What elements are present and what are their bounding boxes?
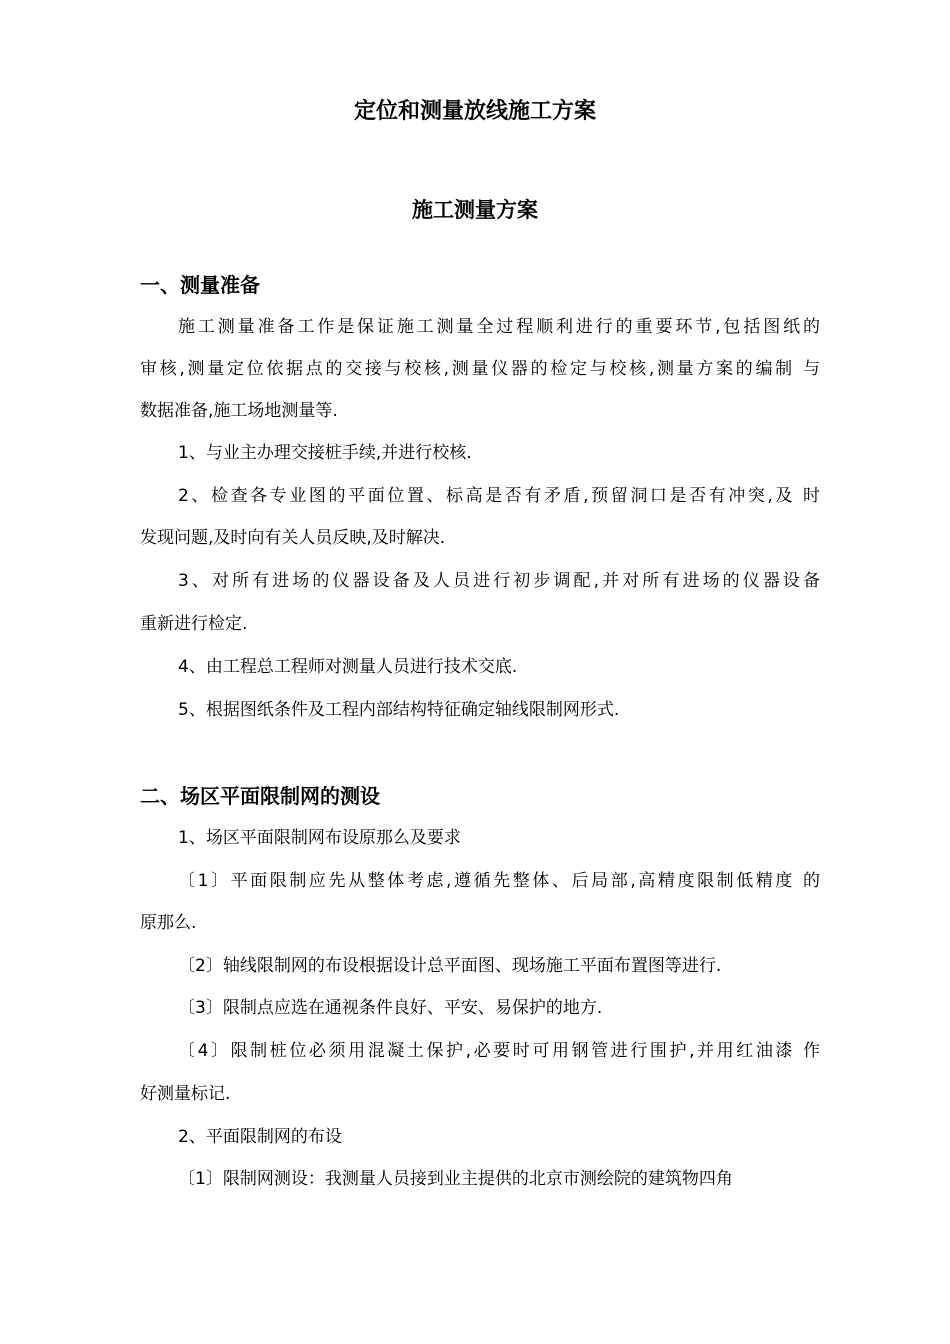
list-item-continuation: 原那么. bbox=[140, 913, 197, 933]
list-item: 5、根据图纸条件及工程内部结构特征确定轴线限制网形式. bbox=[178, 700, 620, 720]
list-item: 1、与业主办理交接桩手续,并进行校核. bbox=[178, 443, 472, 463]
paragraph-line: 施工测量准备工作是保证施工测量全过程顺利进行的重要环节,包括图纸的 bbox=[178, 317, 820, 337]
list-item: 2、检查各专业图的平面位置、标高是否有矛盾,预留洞口是否有冲突,及 时 bbox=[178, 486, 820, 506]
list-item: 〔2〕轴线限制网的布设根据设计总平面图、现场施工平面布置图等进行. bbox=[178, 956, 722, 976]
list-item: 4、由工程总工程师对测量人员进行技术交底. bbox=[178, 657, 518, 677]
list-item: 〔1〕平面限制应先从整体考虑,遵循先整体、后局部,高精度限制低精度 的 bbox=[178, 871, 820, 891]
list-item-continuation: 重新进行检定. bbox=[140, 614, 248, 634]
section-heading-1: 一、测量准备 bbox=[140, 273, 260, 297]
list-item-continuation: 好测量标记. bbox=[140, 1084, 231, 1104]
list-item-continuation: 发现问题,及时向有关人员反映,及时解决. bbox=[140, 528, 446, 548]
subsection-heading: 1、场区平面限制网布设原那么及要求 bbox=[178, 828, 461, 848]
document-title: 定位和测量放线施工方案 bbox=[353, 99, 596, 124]
paragraph-line: 审核,测量定位依据点的交接与校核,测量仪器的检定与校核,测量方案的编制 与 bbox=[140, 359, 820, 379]
subsection-heading: 2、平面限制网的布设 bbox=[178, 1127, 342, 1147]
document-subtitle: 施工测量方案 bbox=[412, 198, 538, 222]
section-heading-2: 二、场区平面限制网的测设 bbox=[140, 784, 380, 808]
list-item: 〔1〕限制网测设：我测量人员接到业主提供的北京市测绘院的建筑物四角 bbox=[178, 1169, 733, 1189]
list-item: 〔3〕限制点应选在通视条件良好、平安、易保护的地方. bbox=[178, 998, 603, 1018]
list-item: 3、对所有进场的仪器设备及人员进行初步调配,并对所有进场的仪器设备 bbox=[178, 571, 820, 591]
list-item: 〔4〕限制桩位必须用混凝土保护,必要时可用钢管进行围护,并用红油漆 作 bbox=[178, 1041, 820, 1061]
paragraph-line: 数据准备,施工场地测量等. bbox=[140, 401, 338, 421]
